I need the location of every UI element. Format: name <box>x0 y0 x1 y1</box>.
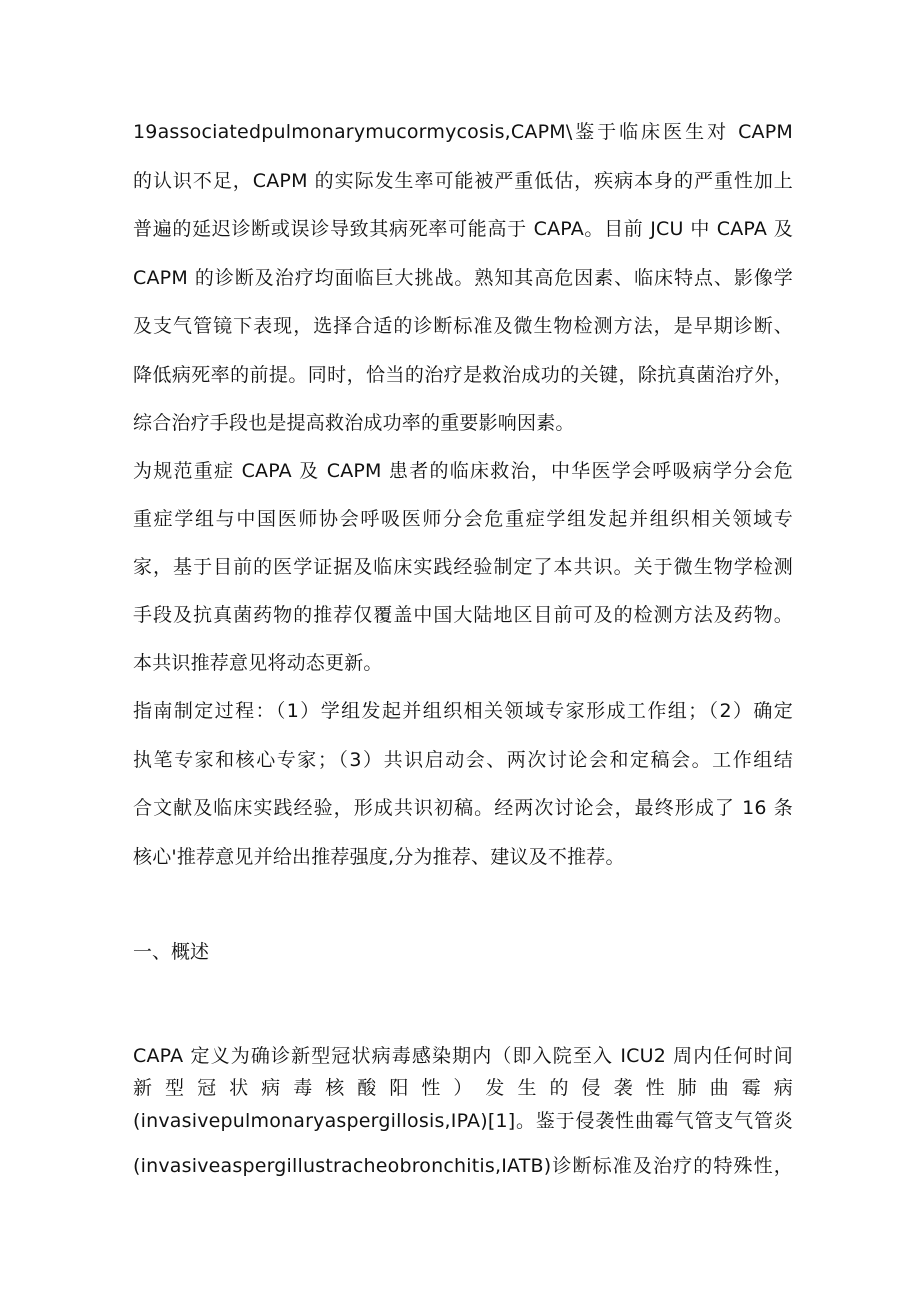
text-line: 19associatedpulmonarymucormycosis,CAPM\鉴于临床医生对 CAPM <box>133 121 793 143</box>
text-line: CAPA 定义为确诊新型冠状病毒感染期内（即入院至入 ICU2 周内任何时间 <box>133 1045 793 1067</box>
text-line: 本共识推荐意见将动态更新。 <box>133 652 383 674</box>
text-line: 降低病死率的前提。同时，恰当的治疗是救治成功的关键，除抗真菌治疗外， <box>133 364 793 386</box>
text-line: 执笔专家和核心专家；（3）共识启动会、两次讨论会和定稿会。工作组结 <box>133 749 793 771</box>
text-line: 重症学组与中国医师协会呼吸医师分会危重症学组发起并组织相关领域专 <box>133 508 793 530</box>
text-line: 普遍的延迟诊断或误诊导致其病死率可能高于 CAPA。目前 JCU 中 CAPA 及 <box>133 218 793 240</box>
text-line: 新 型 冠 状 病 毒 核 酸 阳 性 ） 发 生 的 侵 袭 性 肺 曲 霉 病 <box>133 1077 793 1099</box>
text-line: 指南制定过程：（1）学组发起并组织相关领域专家形成工作组；（2）确定 <box>133 700 793 722</box>
text-line: 家，基于目前的医学证据及临床实践经验制定了本共识。关于微生物学检测 <box>133 556 793 578</box>
text-line: CAPM 的诊断及治疗均面临巨大挑战。熟知其高危因素、临床特点、影像学 <box>133 267 793 289</box>
text-line: 手段及抗真菌药物的推荐仅覆盖中国大陆地区目前可及的检测方法及药物。 <box>133 604 793 626</box>
text-line: (invasivepulmonaryaspergillosis,IPA)[1]。鉴于侵袭性曲霉气管支气管炎 <box>133 1110 793 1132</box>
text-line: 综合治疗手段也是提高救治成功率的重要影响因素。 <box>133 412 575 434</box>
text-line: 的认识不足，CAPM 的实际发生率可能被严重低估，疾病本身的严重性加上 <box>133 170 793 192</box>
text-line: 核心'推荐意见并给出推荐强度,分为推荐、建议及不推荐。 <box>133 846 625 868</box>
section-heading: 一、概述 <box>133 941 210 963</box>
text-line: 合文献及临床实践经验，形成共识初稿。经两次讨论会，最终形成了 16 条 <box>133 797 793 819</box>
text-line: (invasiveaspergillustracheobronchitis,IATB)诊断标准及治疗的特殊性， <box>133 1155 793 1177</box>
text-line: 为规范重症 CAPA 及 CAPM 患者的临床救治，中华医学会呼吸病学分会危 <box>133 460 793 482</box>
text-line: 及支气管镜下表现，选择合适的诊断标准及微生物检测方法，是早期诊断、 <box>133 315 793 337</box>
